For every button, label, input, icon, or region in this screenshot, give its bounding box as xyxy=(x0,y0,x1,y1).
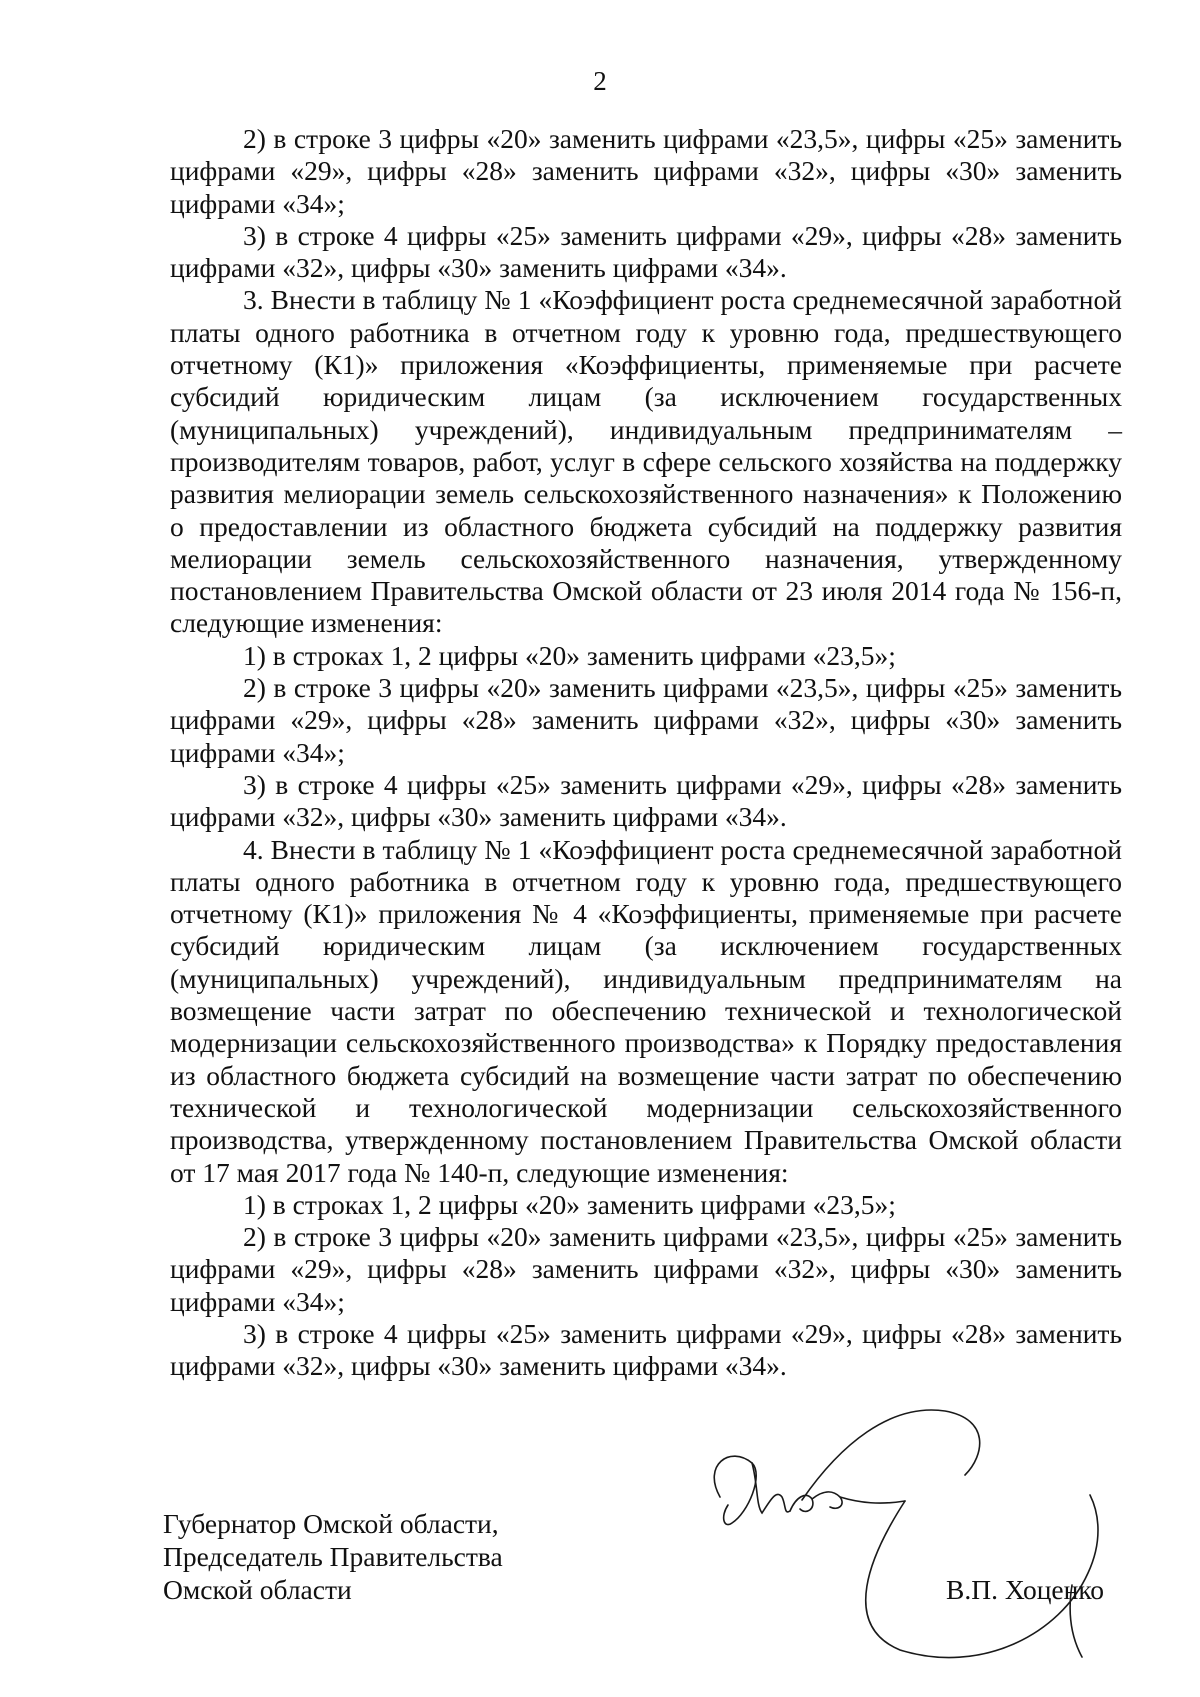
paragraph-subitem-3: 3) в строке 4 цифры «25» заменить цифрами «29», цифры «28» заменить цифрами «32», цифры «30» заменить цифрами «34». xyxy=(170,1317,1122,1382)
paragraph-item-3: 3) в строке 4 цифры «25» заменить цифрами «29», цифры «28» заменить цифрами «32», цифры «30» заменить цифрами «34». xyxy=(170,219,1122,284)
paragraph-point-3: 3. Внести в таблицу № 1 «Коэффициент роста среднемесячной заработной платы одного работника в отчетном году к уровню года, предшествующего отчетному (К1)» приложения «Коэффициенты, применяемые при расчете субсидий юридическим лицам (за исключением государственных (муниципальных) учреждений), индивидуальным предпринимателям – производителям товаров, работ, услуг в сфере сельского хозяйства на поддержку развития мелиорации земель сельскохозяйственного назначения» к Положению о предоставлении из областного бюджета субсидий на поддержку развития мелиорации земель сельскохозяйственного назначения, утвержденному постановлением Правительства Омской области от 23 июля 2014 года № 156-п, следующие изменения: xyxy=(170,284,1122,639)
paragraph-subitem-2: 2) в строке 3 цифры «20» заменить цифрами «23,5», цифры «25» заменить цифрами «29», цифры «28» заменить цифрами «32», цифры «30» заменить цифрами «34»; xyxy=(170,1221,1122,1317)
paragraph-item-2: 2) в строке 3 цифры «20» заменить цифрами «23,5», цифры «25» заменить цифрами «29», цифры «28» заменить цифрами «32», цифры «30» заменить цифрами «34»; xyxy=(170,123,1122,219)
paragraph-subitem-1: 1) в строках 1, 2 цифры «20» заменить цифрами «23,5»; xyxy=(243,1188,896,1220)
handwritten-signature xyxy=(690,1405,1110,1665)
signatory-position xyxy=(163,1507,503,1606)
position-line: Председатель Правительства xyxy=(163,1541,503,1572)
paragraph-subitem-2: 2) в строке 3 цифры «20» заменить цифрами «23,5», цифры «25» заменить цифрами «29», цифры «28» заменить цифрами «32», цифры «30» заменить цифрами «34»; xyxy=(170,672,1122,768)
page-number: 2 xyxy=(593,66,607,96)
position-line: Омской области xyxy=(163,1574,352,1605)
signatory-name: В.П. Хоценко xyxy=(946,1574,1105,1605)
paragraph-subitem-3: 3) в строке 4 цифры «25» заменить цифрами «29», цифры «28» заменить цифрами «32», цифры «30» заменить цифрами «34». xyxy=(170,768,1122,833)
document-body xyxy=(170,123,1122,1383)
paragraph-point-4: 4. Внести в таблицу № 1 «Коэффициент роста среднемесячной заработной платы одного работника в отчетном году к уровню года, предшествующего отчетному (К1)» приложения № 4 «Коэффициенты, применяемые при расчете субсидий юридическим лицам (за исключением государственных (муниципальных) учреждений), индивидуальным предпринимателям на возмещение части затрат по обеспечению технической и технологической модернизации сельскохозяйственного производства» к Порядку предоставления из областного бюджета субсидий на возмещение части затрат по обеспечению технической и технологической модернизации сельскохозяйственного производства, утвержденному постановлением Правительства Омской области от 17 мая 2017 года № 140-п, следующие изменения: xyxy=(170,833,1122,1188)
paragraph-subitem-1: 1) в строках 1, 2 цифры «20» заменить цифрами «23,5»; xyxy=(243,639,896,671)
position-line: Губернатор Омской области, xyxy=(163,1508,499,1539)
